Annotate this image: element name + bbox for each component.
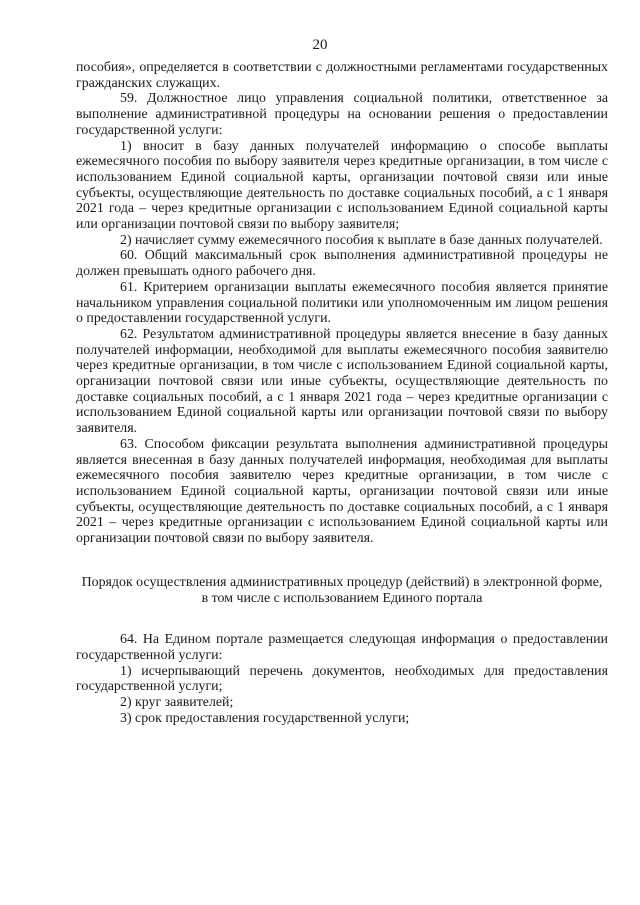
- paragraph-59-item-2: 2) начисляет сумму ежемесячного пособия к выплате в базе данных получателей.: [120, 232, 603, 248]
- section-heading: Порядок осуществления административных процедур (действий) в электронной форме, в том числе с использованием Единого портала: [81, 574, 603, 606]
- paragraph-59-item-1: 1) вносит в базу данных получателей информацию о способе выплаты ежемесячного пособия по выбору заявителя через кредитные организации, в том числе с использованием Единой социальной карты, организации почтовой связи или иные субъекты, осуществляющие деятельность по доставке социальных пособий, а с 1 января 2021 года – через кредитные организации с использованием Единой социальной карты или организации почтовой связи по выбору заявителя;: [76, 138, 608, 233]
- document-body: [76, 60, 608, 726]
- paragraph-60: 60. Общий максимальный срок выполнения административной процедуры не должен превышать одного рабочего дня.: [76, 248, 608, 280]
- paragraph-61: 61. Критерием организации выплаты ежемесячного пособия является принятие начальником управления социальной политики или уполномоченным им лицом решения о предоставлении государственной услуги.: [76, 279, 608, 327]
- paragraph-64-item-2: 2) круг заявителей;: [120, 695, 234, 711]
- paragraph-63: 63. Способом фиксации результата выполнения административной процедуры является внесенная в базу данных получателей информация, необходимая для выплаты ежемесячного пособия заявителю через кредитные организации, в том числе с использованием Единой социальной карты, организации почтовой связи или иные субъекты, осуществляющие деятельность по доставке социальных пособий, а с 1 января 2021 – через кредитные организации с использованием Единой социальной карты или организации почтовой связи по выбору заявителя.: [76, 436, 608, 547]
- paragraph-64: 64. На Едином портале размещается следующая информация о предоставлении государственной услуги:: [76, 632, 608, 663]
- paragraph-64-item-1: 1) исчерпывающий перечень документов, необходимых для предоставления государственной услуги;: [76, 663, 608, 695]
- paragraph-continuation: пособия», определяется в соответствии с должностными регламентами государственных гражданских служащих.: [76, 60, 608, 91]
- paragraph-59: 59. Должностное лицо управления социальной политики, ответственное за выполнение административной процедуры на основании решения о предоставлении государственной услуги:: [76, 91, 608, 138]
- paragraph-62: 62. Результатом административной процедуры является внесение в базу данных получателей информации, необходимой для выплаты ежемесячного пособия заявителю через кредитные организации, в том числе с использованием Единой социальной карты, организации почтовой связи или иные субъекты, осуществляющие деятельность по доставке социальных пособий, а с 1 января 2021 года – через кредитные организации с использованием Единой социальной карты или организации почтовой связи по выбору заявителя.: [76, 326, 608, 437]
- paragraph-64-item-3: 3) срок предоставления государственной услуги;: [120, 710, 410, 726]
- page-number: 20: [312, 37, 328, 53]
